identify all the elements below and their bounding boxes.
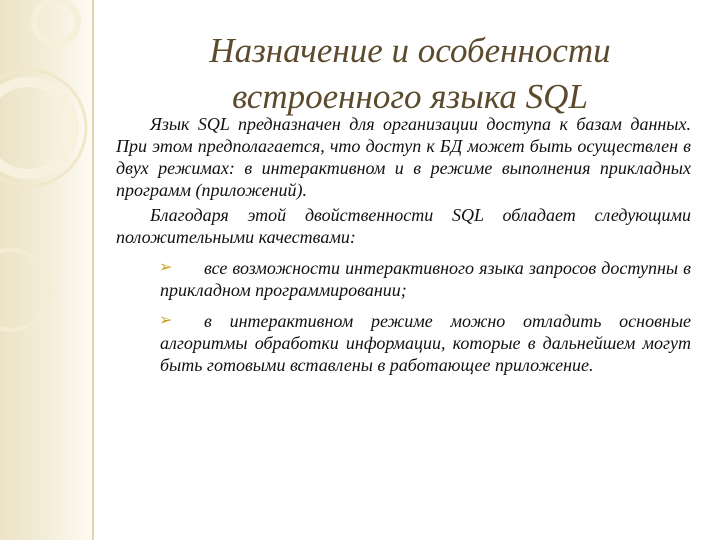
arrow-bullet-icon: ➢ [159,259,173,276]
slide-title [120,28,700,120]
decorative-circles [0,0,100,540]
title-line-1: Назначение и особенности [209,31,611,70]
paragraph-1: Язык SQL предназначен для организации доступа к базам данных. При этом предполагается, что доступ к БД может быть осуществлен в двух режимах: в интерактивном и в режиме выполнения прикладных программ (приложений). [116,114,691,200]
title-line-2: встроенного языка SQL [232,77,588,116]
bullet-item [160,310,691,376]
paragraph-2: Благодаря этой двойственности SQL обладает следующими положительными качествами: [116,205,691,247]
slide-body [116,113,691,376]
bullet-text: все возможности интерактивного языка запросов доступны в прикладном программировании; [160,258,691,300]
decorative-divider-line [92,0,94,540]
bullet-text: в интерактивном режиме можно отладить основные алгоритмы обработки информации, которые в дальнейшем могут быть готовыми вставлены в работающее приложение. [160,311,691,375]
arrow-bullet-icon: ➢ [159,312,173,329]
bullet-item [160,257,691,301]
